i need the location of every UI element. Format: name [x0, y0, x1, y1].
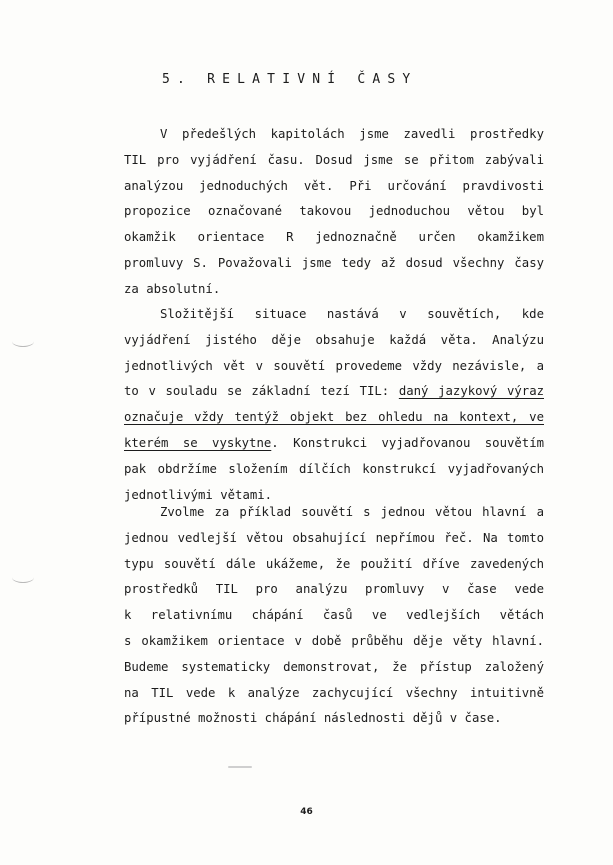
- chapter-title: 5. RELATIVNÍ ČASY: [162, 72, 418, 87]
- page-number: 46: [300, 807, 313, 817]
- text-line: Budeme systematicky demonstrovat, že přístup založený: [124, 659, 544, 674]
- text-line: promluvy S. Považovali jsme tedy až dosud všechny časy: [124, 255, 544, 270]
- text-line: V předešlých kapitolách jsme zavedli prostředky: [160, 127, 544, 141]
- text-line: propozice označované takovou jednoduchou větou byl: [124, 204, 544, 219]
- text-line: vyjádření jistého děje obsahuje každá věta. Analýzu: [124, 332, 544, 347]
- text-line: Zvolme za příklad souvětí s jednou větou hlavní a: [160, 505, 544, 519]
- binding-hole-mark: [12, 336, 34, 347]
- underlined-phrase: kterém se vyskytne: [124, 435, 272, 450]
- text-line: jednou vedlejší větou obsahující nepřímou řeč. Na tomto: [124, 530, 544, 545]
- text-line: analýzou jednoduchých vět. Při určování pravdivosti: [124, 178, 544, 193]
- binding-hole-mark: [12, 572, 34, 583]
- text-fragment: . Konstrukci vyjadřovanou souvětím: [271, 435, 545, 450]
- paragraph-2: [124, 302, 544, 508]
- text-line: okamžik orientace R jednoznačně určen okamžikem: [124, 230, 544, 245]
- paragraph-3: [124, 500, 544, 732]
- underlined-phrase: daný jazykový výraz: [398, 384, 544, 399]
- scan-smudge: [228, 766, 252, 768]
- paragraph-1: [124, 122, 544, 303]
- text-line: pak obdržíme složením dílčích konstrukcí vyjadřovaných: [124, 461, 544, 476]
- text-line-mixed: [124, 379, 544, 405]
- text-line: k relativnímu chápání časů ve vedlejších větách: [124, 608, 544, 623]
- text-line: jednotlivých vět v souvětí provedeme vždy nezávisle, a: [124, 358, 544, 373]
- text-line-mixed: [124, 431, 544, 457]
- text-line: Složitější situace nastává v souvětích, kde: [160, 307, 544, 321]
- text-line: za absolutní.: [124, 281, 221, 296]
- underlined-line: označuje vždy tentýž objekt bez ohledu na kontext, ve: [124, 410, 544, 425]
- text-line: na TIL vede k analýze zachycující všechny intuitivně: [124, 685, 544, 700]
- text-line: jednotlivými větami.: [124, 487, 273, 502]
- text-line: TIL pro vyjádření času. Dosud jsme se přitom zabývali: [124, 152, 544, 167]
- text-line: přípustné možnosti chápání následnosti dějů v čase.: [124, 711, 502, 726]
- text-fragment: to v souladu se základní tezí TIL:: [124, 384, 399, 399]
- text-line: prostředků TIL pro analýzu promluvy v čase vede: [124, 582, 544, 597]
- text-line: s okamžikem orientace v době průběhu děje věty hlavní.: [124, 633, 544, 648]
- text-line: typu souvětí dále ukážeme, že použití dříve zavedených: [124, 556, 544, 571]
